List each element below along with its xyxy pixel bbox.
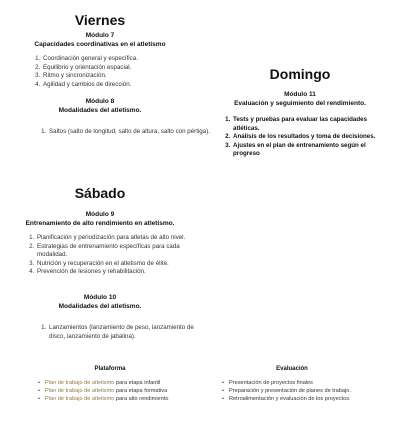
module-title: Modalidades del atletismo. [58, 107, 142, 114]
list-item: 1. Planificación y periodización para atletas de alto nivel. [36, 234, 200, 243]
list-item: 2. Estrategias de entrenamiento específicas para cada modalidad. [36, 243, 200, 260]
module-7-list [34, 55, 204, 89]
module-number: Módulo 9 [85, 211, 115, 218]
list-item [38, 387, 200, 395]
list-item [38, 395, 200, 403]
plataforma-section [40, 366, 180, 372]
plataforma-list [38, 379, 200, 404]
module-7 [0, 31, 200, 49]
link-suffix: para etapa infantil [114, 380, 161, 386]
module-8-list [40, 128, 222, 137]
link-suffix: para alto rendimiento [114, 396, 169, 403]
module-11-list [224, 116, 392, 159]
list-item: 1. Saltos (salto de longitud, salto de altura, salto con pértiga). [48, 128, 222, 137]
domingo-section [200, 66, 400, 82]
module-10-list [40, 324, 210, 341]
list-item: 4. Agilidad y cambios de dirección. [42, 81, 204, 90]
plataforma-title: Plataforma [94, 366, 126, 372]
link-suffix: para etapa formativa [114, 388, 168, 395]
list-item: • Retroalimentación y evaluación de los proyectos. [222, 395, 394, 403]
list-item: 3. Nutrición y recuperación en el atletismo de élite. [36, 260, 200, 269]
module-11 [200, 90, 400, 108]
plan-link[interactable]: Plan de trabajo de atletismo [45, 380, 115, 386]
viernes-section [0, 12, 200, 28]
list-item: 1. Tests y pruebas para evaluar las capacidades atléticas. [232, 116, 392, 133]
module-9-list [28, 234, 200, 277]
evaluacion-section [222, 366, 362, 372]
module-8 [0, 97, 200, 115]
list-item: 2. Equilibrio y orientación espacial. [42, 64, 204, 73]
list-item: 3. Ajustes en el plan de entrenamiento según el progreso [232, 142, 392, 159]
module-number: Módulo 7 [85, 32, 115, 39]
day-heading-domingo: Domingo [269, 66, 331, 82]
list-item: 2. Análisis de los resultados y toma de decisiones. [232, 133, 392, 142]
module-number: Módulo 10 [83, 294, 117, 301]
module-title: Capacidades coordinativas en el atletismo [34, 41, 166, 48]
module-number: Módulo 11 [284, 91, 316, 98]
list-item: • Preparación y presentación de planes de trabajo. [222, 387, 394, 395]
list-item: 3. Ritmo y sincronización. [42, 72, 204, 81]
plan-link[interactable]: Plan de trabajo de atletismo [45, 388, 115, 395]
evaluacion-list [222, 379, 394, 404]
list-item: 1. Lanzamientos (lanzamiento de peso, lanzamiento de disco, lanzamiento de jabalina). [48, 324, 210, 341]
module-title: Evaluación y seguimiento del rendimiento. [234, 100, 366, 107]
evaluacion-title: Evaluación [276, 366, 308, 372]
module-title: Entrenamiento de alto rendimiento en atletismo. [25, 220, 175, 227]
list-item [38, 379, 200, 387]
module-number: Módulo 8 [85, 98, 115, 105]
day-heading-sabado: Sábado [74, 185, 126, 201]
module-title: Modalidades del atletismo. [58, 303, 142, 310]
plan-link[interactable]: Plan de trabajo de atletismo [45, 396, 115, 403]
day-heading-viernes: Viernes [74, 12, 126, 28]
list-item: 4. Prevención de lesiones y rehabilitación. [36, 268, 200, 277]
module-9 [0, 210, 200, 228]
module-10 [0, 293, 200, 311]
list-item: • Presentación de proyectos finales [222, 379, 394, 387]
sabado-section [0, 185, 200, 201]
list-item: 1. Coordinación general y específica. [42, 55, 204, 64]
